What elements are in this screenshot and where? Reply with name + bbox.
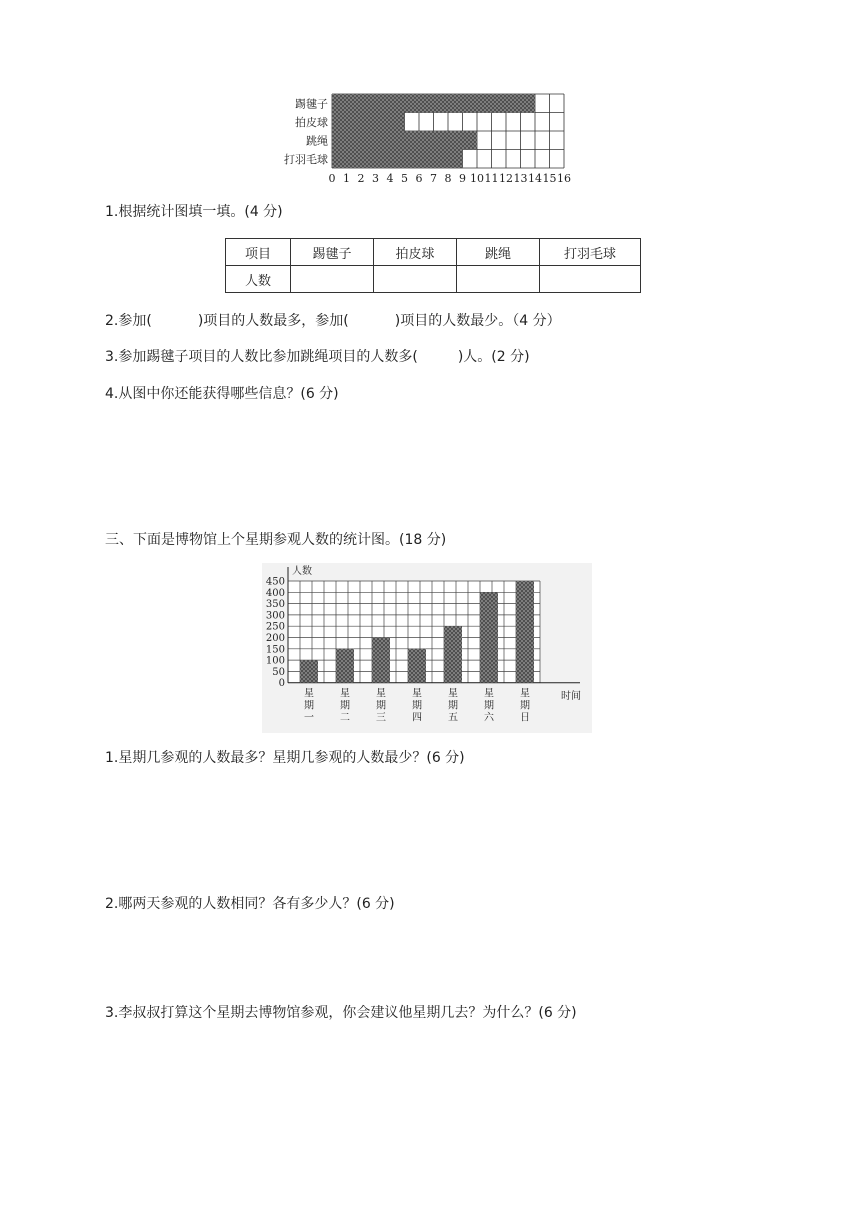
bar — [332, 94, 535, 113]
bar — [408, 649, 426, 683]
x-tick-label: 星 — [520, 688, 530, 700]
answer-cell[interactable] — [291, 266, 374, 293]
answer-cell[interactable] — [374, 266, 457, 293]
bar — [372, 638, 390, 683]
answer-cell[interactable] — [540, 266, 641, 293]
bar — [336, 649, 354, 683]
museum-bar-chart — [262, 563, 592, 733]
x-tick-label: 3 — [372, 172, 379, 185]
x-tick-label: 日 — [520, 712, 530, 724]
x-tick-label: 六 — [484, 712, 494, 724]
question-3-2: 2.哪两天参观的人数相同？各有多少人？(6 分) — [105, 896, 395, 912]
x-tick-label: 期 — [412, 700, 422, 712]
x-tick-label: 8 — [444, 172, 452, 185]
x-tick-label: 14 — [528, 172, 542, 185]
x-tick-label: 2 — [357, 172, 365, 185]
bar — [332, 150, 463, 169]
bar — [480, 592, 498, 682]
category-label: 踢毽子 — [295, 97, 328, 111]
category-label: 拍皮球 — [295, 115, 328, 129]
x-tick-label: 期 — [340, 700, 350, 712]
x-tick-label: 15 — [542, 172, 557, 185]
question-1: 1.根据统计图填一填。(4 分) — [105, 204, 283, 220]
x-tick-label: 星 — [304, 688, 314, 700]
category-label: 打羽毛球 — [284, 152, 328, 166]
x-tick-label: 6 — [415, 172, 423, 185]
y-tick-label: 0 — [278, 678, 285, 690]
x-tick-label: 7 — [430, 172, 437, 185]
x-tick-label: 1 — [343, 172, 350, 185]
x-tick-label: 5 — [401, 172, 408, 185]
table-header-cell: 踢毽子 — [291, 239, 374, 266]
x-tick-label: 期 — [520, 700, 530, 712]
y-tick-label: 100 — [265, 655, 285, 667]
x-tick-label: 期 — [484, 700, 494, 712]
x-tick-label: 13 — [513, 172, 528, 185]
fill-table — [225, 238, 641, 293]
y-tick-label: 200 — [265, 633, 285, 644]
question-2: 2.参加( )项目的人数最多，参加( )项目的人数最少。（4 分） — [105, 313, 561, 329]
x-tick-label: 10 — [470, 172, 484, 185]
bar — [332, 113, 405, 132]
y-tick-label: 450 — [265, 576, 285, 588]
bar — [300, 660, 318, 683]
question-4: 4.从图中你还能获得哪些信息？(6 分) — [105, 386, 339, 402]
bar — [516, 581, 534, 683]
category-label: 跳绳 — [306, 134, 328, 148]
y-tick-label: 350 — [265, 599, 285, 611]
x-tick-label: 四 — [412, 712, 422, 724]
table-header-cell: 项目 — [226, 239, 291, 266]
y-tick-label: 50 — [272, 666, 285, 678]
y-tick-label: 300 — [265, 610, 285, 622]
section-3-title: 三、下面是博物馆上个星期参观人数的统计图。(18 分) — [105, 532, 447, 548]
y-axis-label: 人数 — [292, 566, 312, 577]
table-header-cell: 拍皮球 — [374, 239, 457, 266]
x-tick-label: 星 — [376, 688, 386, 700]
x-tick-label: 期 — [376, 700, 386, 712]
sports-bar-chart — [265, 88, 585, 190]
x-tick-label: 16 — [557, 172, 571, 185]
x-tick-label: 一 — [304, 712, 314, 724]
x-tick-label: 星 — [412, 688, 422, 700]
table-header-cell: 打羽毛球 — [540, 239, 641, 266]
answer-cell[interactable] — [457, 266, 540, 293]
x-tick-label: 4 — [386, 172, 394, 185]
x-tick-label: 星 — [340, 688, 350, 700]
x-tick-label: 期 — [304, 700, 314, 712]
y-tick-label: 400 — [265, 587, 285, 599]
table-header-cell: 跳绳 — [457, 239, 540, 266]
question-3-3: 3.李叔叔打算这个星期去博物馆参观，你会建议他星期几去？为什么？(6 分) — [105, 1005, 577, 1021]
x-tick-label: 星 — [484, 688, 494, 700]
question-3: 3.参加踢毽子项目的人数比参加跳绳项目的人数多( )人。(2 分) — [105, 349, 530, 365]
y-tick-label: 250 — [265, 621, 285, 633]
x-tick-label: 二 — [340, 712, 350, 724]
y-tick-label: 150 — [265, 644, 285, 656]
bar — [332, 131, 477, 150]
x-tick-label: 9 — [459, 172, 466, 185]
x-tick-label: 三 — [376, 712, 386, 724]
bar — [444, 626, 462, 683]
x-tick-label: 期 — [448, 700, 458, 712]
table-row-label: 人数 — [226, 266, 291, 293]
x-tick-label: 星 — [448, 688, 458, 700]
x-tick-label: 五 — [448, 712, 458, 724]
x-tick-label: 0 — [328, 172, 336, 185]
x-tick-label: 11 — [484, 172, 499, 185]
x-axis-label: 时间 — [561, 691, 581, 702]
question-3-1: 1.星期几参观的人数最多？星期几参观的人数最少？(6 分) — [105, 750, 465, 766]
x-tick-label: 12 — [499, 172, 513, 185]
